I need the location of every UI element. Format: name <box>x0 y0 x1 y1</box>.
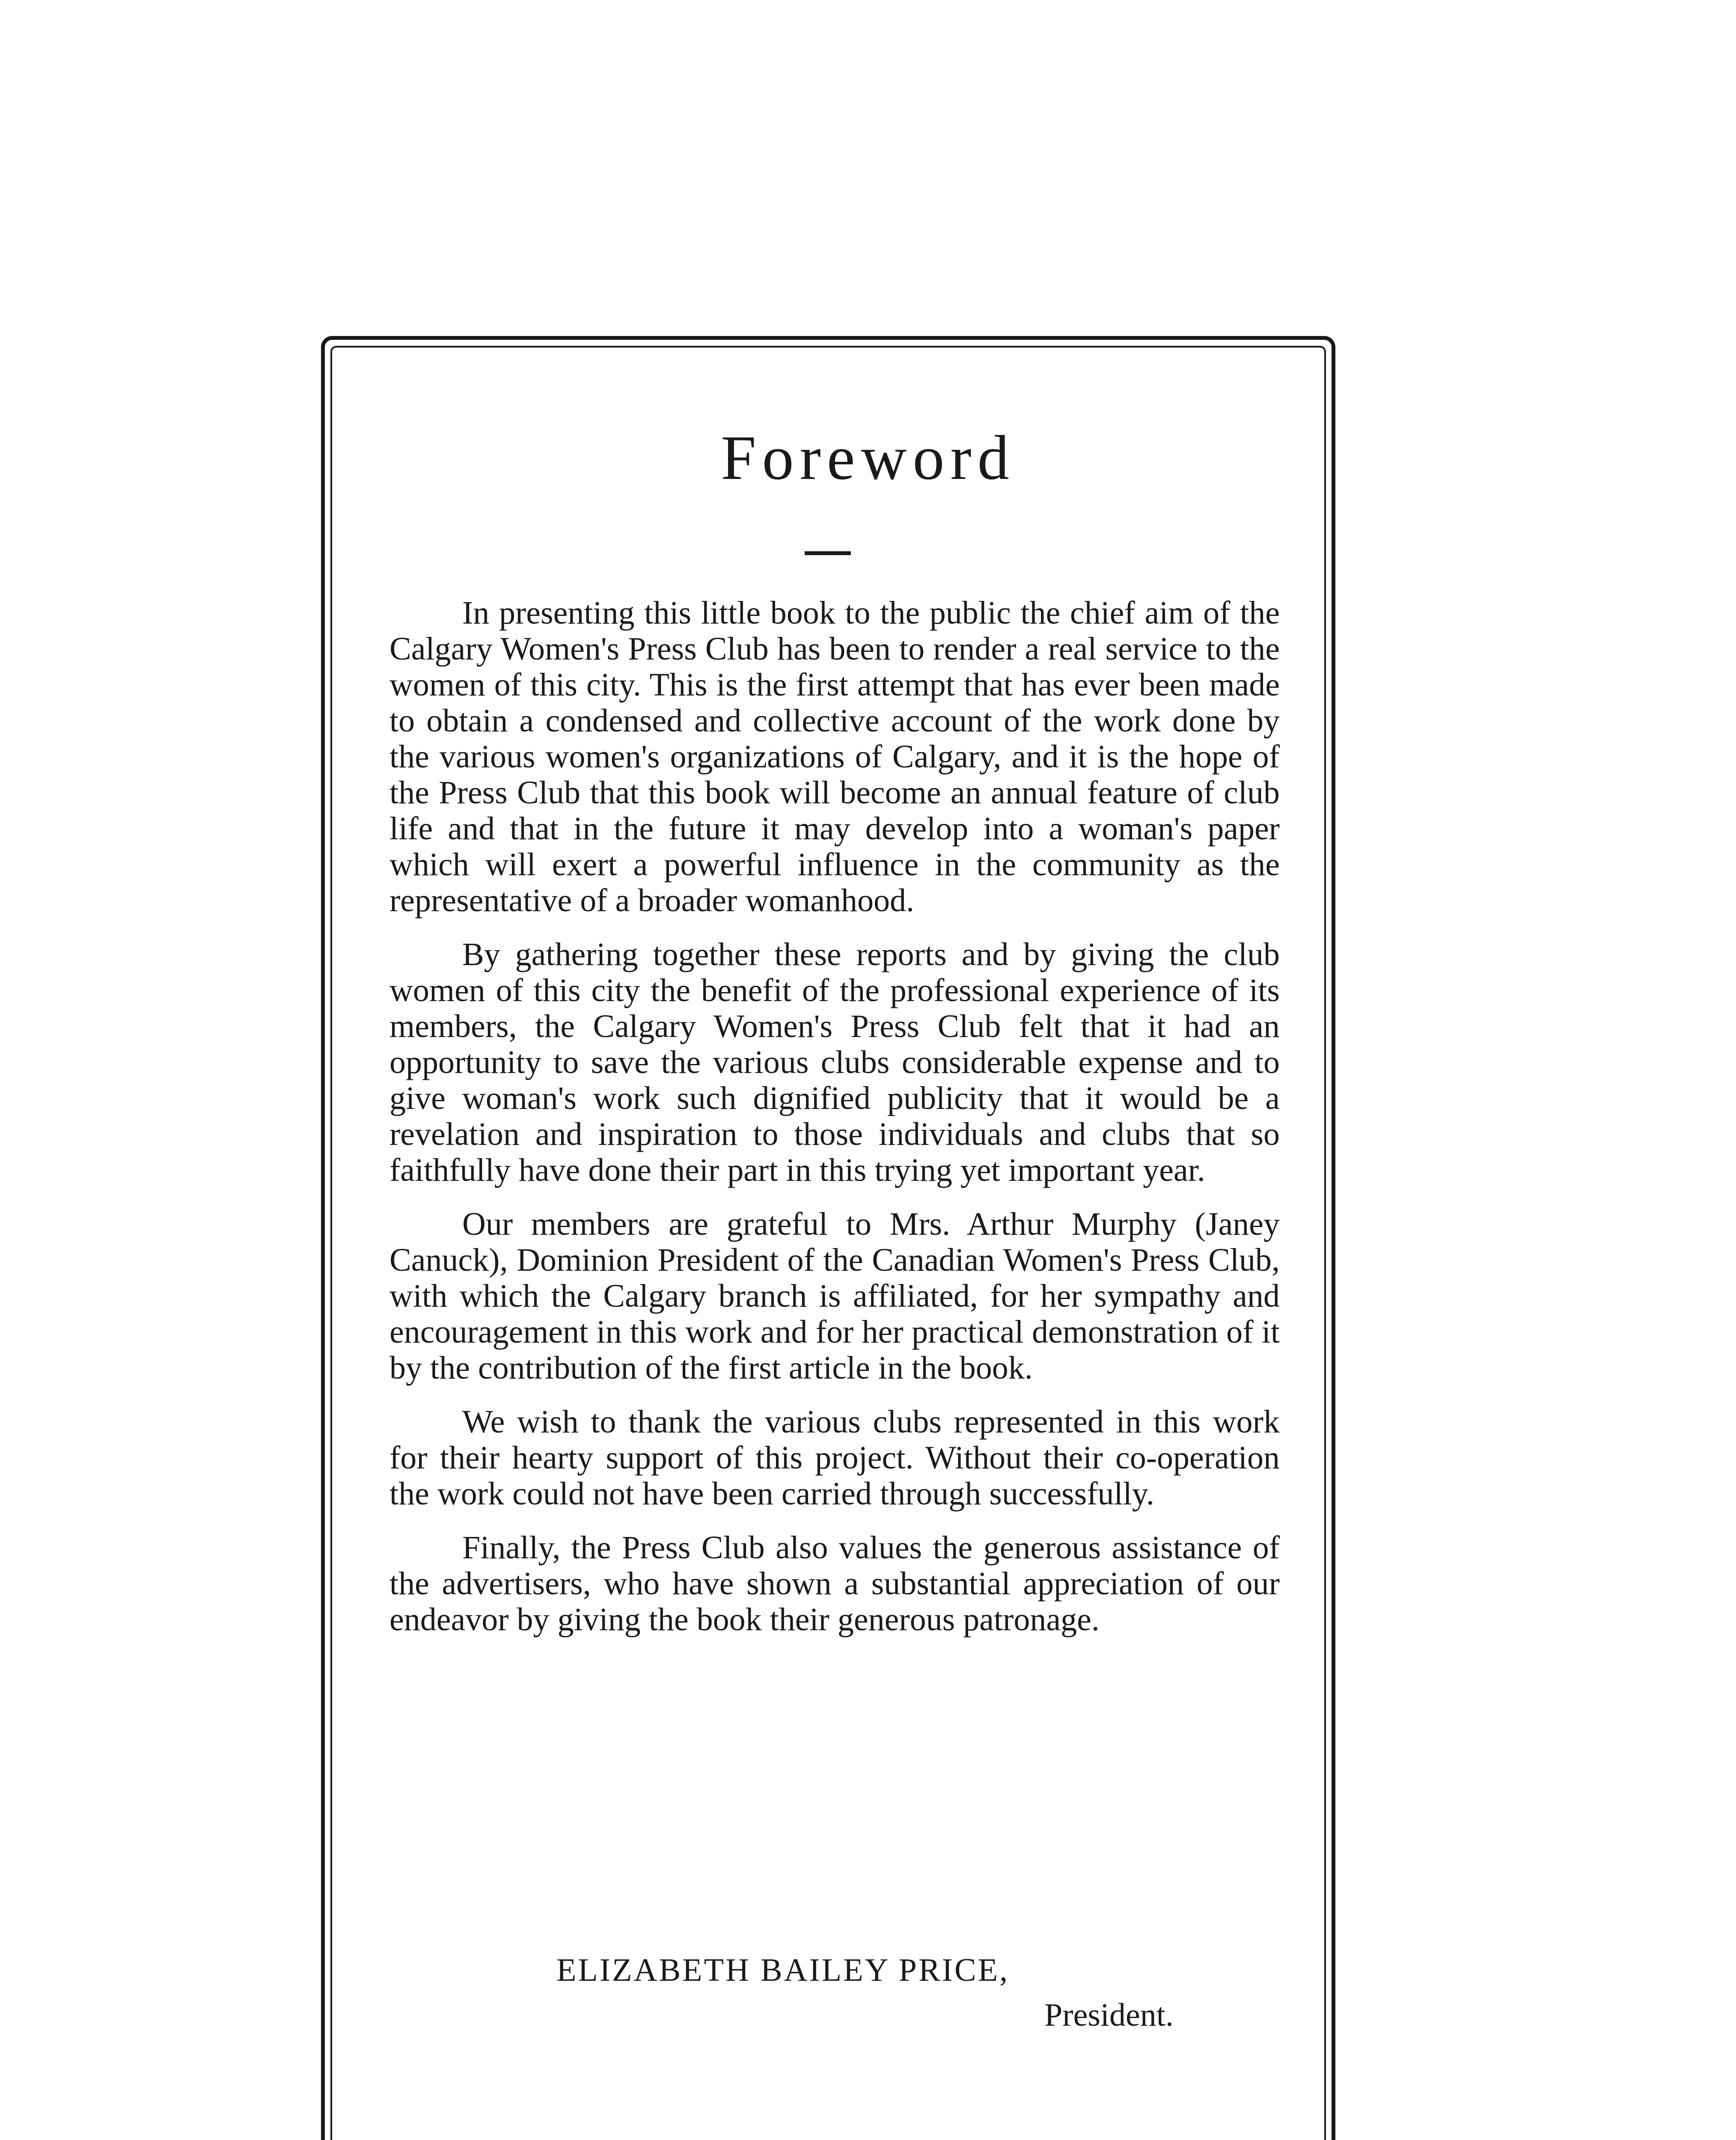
paragraph-4: We wish to thank the various clubs represented in this work for their hearty support of this project. Without their co-operation the work could not have been carried through successfully. <box>389 1404 1280 1512</box>
signature-name: ELIZABETH BAILEY PRICE, <box>556 1952 1010 1988</box>
paragraph-3: Our members are grateful to Mrs. Arthur Murphy (Janey Canuck), Dominion President of the Canadian Women's Press Club, with which the Calgary branch is affiliated, for her sympathy and encouragement in this work and for her practical demonstration of it by the contribution of the first article in the book. <box>389 1206 1280 1386</box>
signature-title: President. <box>1044 1997 1174 2033</box>
page-title: Foreword <box>721 423 1015 493</box>
title-rule <box>805 551 851 555</box>
paragraph-1: In presenting this little book to the public the chief aim of the Calgary Women's Press Club has been to render a real service to the women of this city. This is the first attempt that has ever been made to obtain a condensed and collective account of the work done by the various women's organizations of Calgary, and it is the hope of the Press Club that this book will become an annual feature of club life and that in the future it may develop into a woman's paper which will exert a powerful influence in the community as the representative of a broader womanhood. <box>389 595 1280 918</box>
foreword-body <box>389 595 1280 1656</box>
paragraph-2: By gathering together these reports and by giving the club women of this city the benefit of the professional experience of its members, the Calgary Women's Press Club felt that it had an opportunity to save the various clubs considerable expense and to give woman's work such dignified publicity that it would be a revelation and inspiration to those individuals and clubs that so faithfully have done their part in this trying yet important year. <box>389 936 1280 1188</box>
paragraph-5: Finally, the Press Club also values the generous assistance of the advertisers, who have shown a substantial appreciation of our endeavor by giving the book their generous patronage. <box>389 1530 1280 1638</box>
